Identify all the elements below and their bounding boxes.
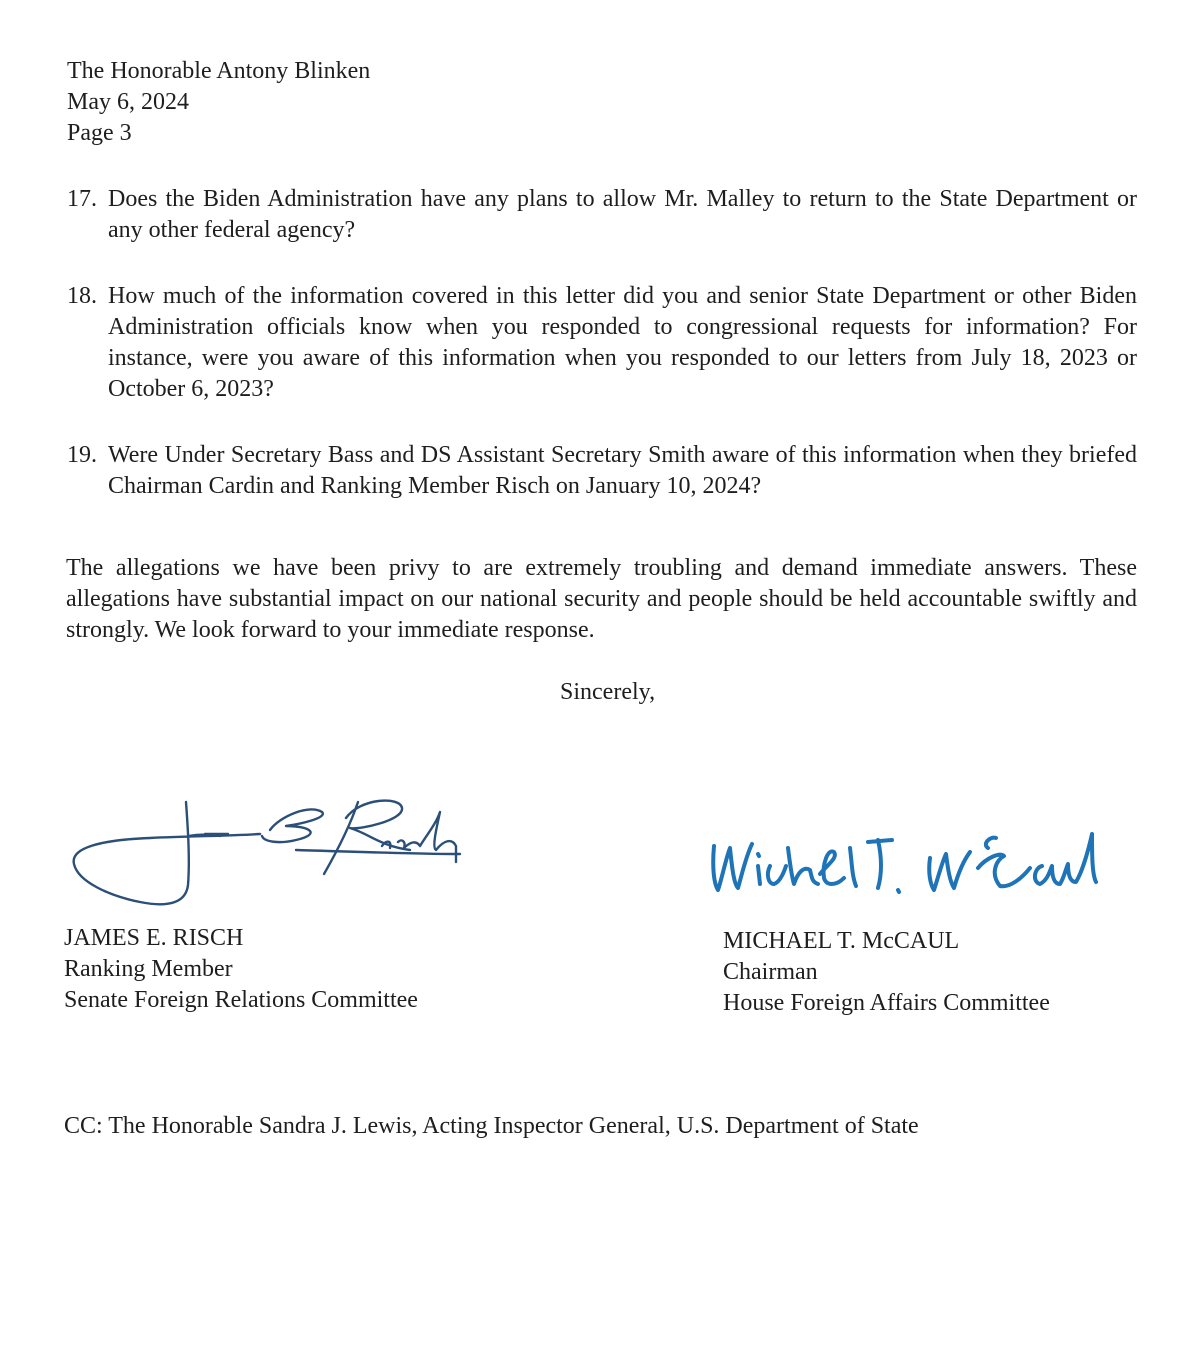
risch-signature — [60, 790, 480, 910]
question-item — [67, 281, 1137, 405]
question-text: How much of the information covered in this letter did you and senior State Department or other Biden Administration officials know when you responded to congressional requests for information? For instance, were you aware of this information when you responded to our letters from July 18, 2023 or October 6, 2023? — [108, 283, 1137, 402]
cc-line: CC: The Honorable Sandra J. Lewis, Acting Inspector General, U.S. Department of State — [64, 1113, 919, 1139]
question-item — [67, 440, 1137, 502]
signer-block-mccaul — [723, 926, 1050, 1019]
question-item — [67, 184, 1137, 246]
signer-committee: House Foreign Affairs Committee — [723, 990, 1050, 1016]
signer-name: JAMES E. RISCH — [64, 925, 244, 951]
question-text: Does the Biden Administration have any plans to allow Mr. Malley to return to the State Department or any other federal agency? — [108, 186, 1137, 243]
salutation: Sincerely, — [560, 679, 656, 705]
closing-paragraph: The allegations we have been privy to are extremely troubling and demand immediate answers. These allegations have substantial impact on our national security and people should be held accountable swiftly and strongly. We look forward to your immediate response. — [66, 555, 1137, 643]
signer-committee: Senate Foreign Relations Committee — [64, 987, 418, 1013]
page-number: Page 3 — [67, 120, 132, 146]
question-number: 19. — [67, 442, 97, 468]
signer-block-risch — [64, 923, 418, 1016]
mccaul-signature — [700, 808, 1120, 908]
letter-header — [67, 56, 370, 149]
signer-title: Chairman — [723, 959, 818, 985]
question-number: 18. — [67, 283, 97, 309]
question-text: Were Under Secretary Bass and DS Assistant Secretary Smith aware of this information when they briefed Chairman Cardin and Ranking Member Risch on January 10, 2024? — [108, 442, 1137, 499]
signer-title: Ranking Member — [64, 956, 233, 982]
signer-name: MICHAEL T. McCAUL — [723, 928, 960, 954]
recipient-line: The Honorable Antony Blinken — [67, 58, 371, 84]
date-line: May 6, 2024 — [67, 89, 189, 115]
question-number: 17. — [67, 186, 97, 212]
